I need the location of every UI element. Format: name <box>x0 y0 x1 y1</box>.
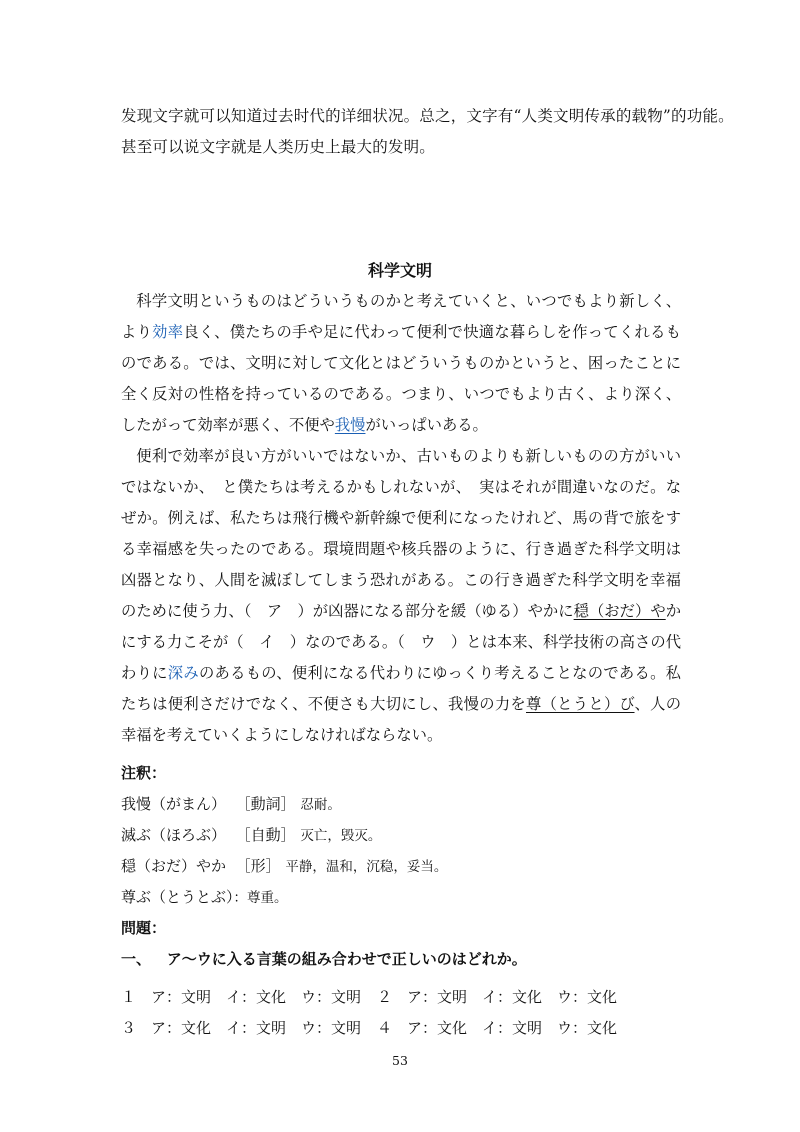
word-gaman: 我慢 <box>334 416 366 434</box>
word-kouritsu: 効率 <box>152 323 184 341</box>
notes-heading: 注釈： <box>121 764 167 782</box>
option-1: １ ア：文明 イ：文化 ウ：文明 <box>121 988 362 1006</box>
paragraph-1 <box>121 286 681 441</box>
question-number: 一、 <box>121 950 152 968</box>
note-gloss: 灭亡，毁灭。 <box>300 828 382 844</box>
intro-line-1: 发现文字就可以知道过去时代的详细状况。总之，文字有“人类文明传承的载物”的功能。 <box>121 107 734 125</box>
option-4: ４ ア：文化 イ：文明 ウ：文化 <box>377 1019 618 1037</box>
p1-text-a: 科学文明というものはどういうものかと考えていくと、いつでもより新しく、より <box>121 292 681 341</box>
p2-text-d: かにする力こそが（ イ ）なのである。（ ウ ）とは本来、科学技術の高さの代わりに <box>121 602 681 682</box>
p2-text-h: 、人の幸福を考えていくようにしなければならない。 <box>121 695 681 744</box>
note-pos: ［自動］ <box>235 826 296 844</box>
note-term: 我慢（がまん） <box>121 795 227 813</box>
question-text: ア～ウに入る言葉の組み合わせで正しいのはどれか。 <box>166 950 527 968</box>
question-1 <box>121 944 527 975</box>
p1-text-e: がいっぱいある。 <box>365 416 488 434</box>
note-gloss: ：尊重。 <box>233 890 288 906</box>
word-toutobi: 尊（とうと）び <box>526 695 635 713</box>
notes-section <box>121 758 527 975</box>
paragraph-2 <box>121 441 681 751</box>
note-gloss: 平静，温和，沉稳，妥当。 <box>285 859 448 875</box>
option-3: ３ ア：文化 イ：文明 ウ：文明 <box>121 1019 362 1037</box>
note-gloss: 忍耐。 <box>300 797 341 813</box>
note-term: 穏（おだ）やか <box>121 857 227 875</box>
note-item <box>121 851 527 882</box>
note-item <box>121 882 527 913</box>
note-pos: ［動詞］ <box>235 795 296 813</box>
note-item <box>121 820 527 851</box>
article-title: 科学文明 <box>367 261 432 280</box>
p2-text-b: 滅ぼしてしまう恐れがある。この行き過ぎた科学文明を幸福のために使う力、（ ア ）が凶器になる部分を緩（ゆる）やかに <box>121 571 681 620</box>
word-odayaka: 穏（おだ）や <box>573 602 666 620</box>
note-item <box>121 789 527 820</box>
questions-heading: 問題： <box>121 919 167 937</box>
word-fukami: 深み <box>167 664 199 682</box>
p2-text-a: 便利で効率が良い方がいいではないか、古いものよりも新しいものの方がいいではないか、 と僕たちは考えるかもしれないが、 実はそれが間違いなのだ。なぜか。例えば、私たちは飛行機や新幹線で便利になったけれど、馬の背で旅をする幸福感を失ったのである。環境問題や核兵器のように、行き過ぎた科学文明は凶器となり、人間を <box>121 447 681 589</box>
note-term: 滅ぶ（ほろぶ） <box>121 826 227 844</box>
option-2: ２ ア：文明 イ：文化 ウ：文化 <box>377 988 618 1006</box>
p2-text-f: のあるもの、便利になる代わりにゆっくり考えることなのである。私たちは便利さだけでなく、不便さも大切にし、我慢の力を <box>121 664 681 713</box>
p1-text-c: 良く、僕たちの手や足に代わって便利で快適な暮らしを作ってくれるものである。では、文明に対して文化とはどういうものかというと、困ったことに全く反対の性格を持っているのである。つまり、いつでもより古く、より深く、したがって効率が悪く、不便や <box>121 323 681 434</box>
article-body <box>121 286 681 751</box>
note-term: 尊ぶ（とうとぶ） <box>121 888 234 906</box>
page-number: 53 <box>392 1053 408 1068</box>
note-pos: ［形］ <box>235 857 281 875</box>
intro-line-2: 甚至可以说文字就是人类历史上最大的发明。 <box>121 138 436 156</box>
